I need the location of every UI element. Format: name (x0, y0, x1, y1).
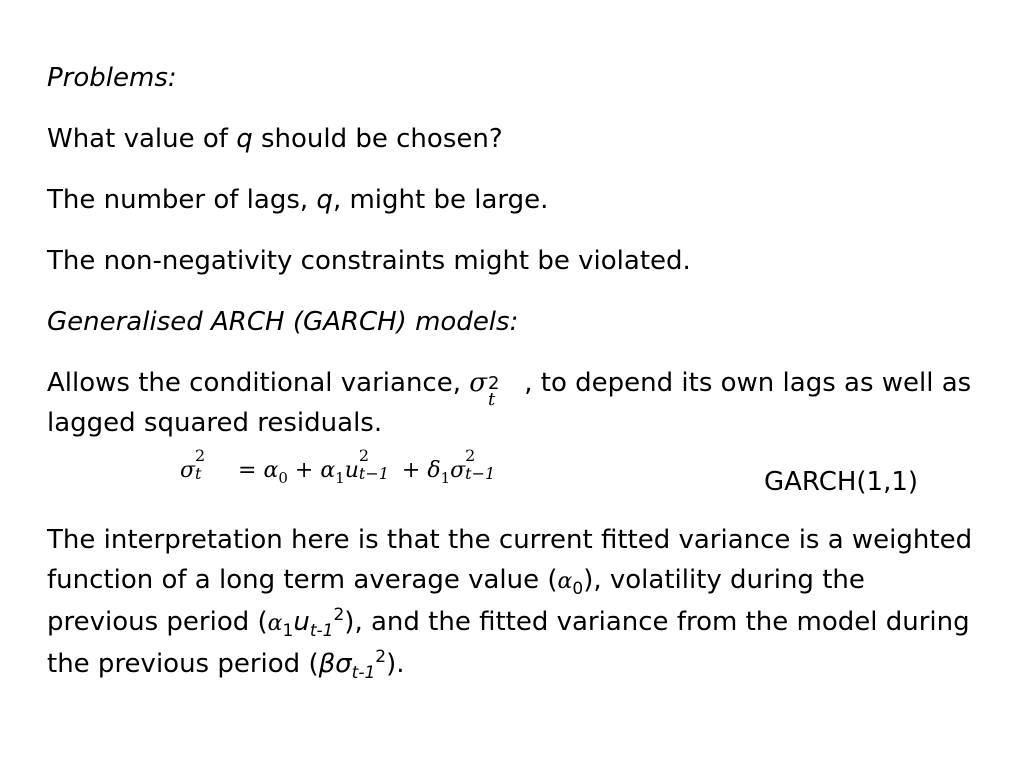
interp-u-sup: 2 (333, 605, 345, 625)
eq-alpha1-sub: 1 (335, 469, 345, 487)
eq-sigma2-indices (465, 446, 501, 483)
garch-model-label: GARCH(1,1) (764, 467, 919, 497)
eq-sigma2-sub: t−1 (465, 464, 496, 483)
q1-text-before: What value of (47, 124, 237, 154)
allows-text-after: , to depend its own lags as well as lagged squared residuals. (47, 368, 972, 438)
eq-equals: = (238, 458, 257, 483)
allows-sigma-sub: t (488, 388, 496, 410)
interp-u-sub: t-1 (309, 621, 334, 641)
q2-text-before: The number of lags, (47, 185, 317, 215)
eq-sigma2-sup: 2 (465, 446, 476, 465)
eq-lhs-sup: 2 (195, 446, 206, 465)
interp-alpha1: α (267, 611, 283, 636)
q1-variable: q (236, 124, 253, 154)
problems-heading: Problems: (47, 63, 177, 93)
interp-part3: ), and the fitted variance from the model during the previous period ( (47, 607, 970, 679)
eq-u-indices (358, 446, 395, 483)
eq-lhs-sigma: σ (180, 458, 196, 483)
eq-u-sub: t−1 (358, 464, 389, 483)
slide-content (47, 58, 987, 705)
equation-row (47, 446, 987, 512)
interp-alpha1-sub: 1 (282, 621, 294, 641)
interp-beta-sigma: βσ (318, 649, 352, 679)
eq-alpha1: α (320, 458, 336, 483)
q1-text-after: should be chosen? (252, 124, 503, 154)
eq-alpha0: α (263, 458, 279, 483)
non-negativity-line: The non-negativity constraints might be violated. (47, 246, 691, 276)
garch-equation (180, 446, 501, 487)
allows-sigma-sup: 2 (488, 372, 500, 394)
allows-sigma-indices (488, 372, 516, 410)
allows-text-before: Allows the conditional variance, (47, 368, 470, 398)
q2-text-after: , might be large. (332, 185, 549, 215)
interp-beta-sub: t-1 (351, 663, 376, 683)
interp-part2: ), volatility during the previous period ( (47, 565, 865, 637)
allows-sigma: σ (469, 368, 487, 398)
eq-u-sup: 2 (358, 446, 370, 465)
eq-plus-1: + (294, 458, 314, 483)
eq-plus-2: + (401, 458, 421, 483)
interp-part4: ). (386, 649, 405, 679)
interp-part1: The interpretation here is that the current fitted variance is a weighted function of a long term average value ( (47, 525, 973, 595)
question-q-choice (47, 119, 987, 159)
eq-sigma2: σ (450, 458, 466, 483)
interp-alpha0-sub: 0 (572, 579, 584, 599)
q2-variable: q (316, 185, 333, 215)
garch-heading: Generalised ARCH (GARCH) models: (47, 307, 519, 337)
eq-u: u (344, 458, 359, 483)
eq-delta1: δ (427, 458, 441, 483)
allows-paragraph (47, 363, 982, 443)
interpretation-paragraph (47, 520, 982, 684)
eq-alpha0-sub: 0 (278, 469, 288, 487)
eq-delta1-sub: 1 (440, 469, 451, 487)
eq-lhs-sub: t (195, 464, 202, 483)
interp-beta-sup: 2 (375, 647, 387, 667)
interp-alpha0: α (557, 569, 573, 594)
eq-lhs-indices (195, 446, 231, 483)
interp-u: u (293, 607, 310, 637)
lags-large-line (47, 180, 987, 220)
